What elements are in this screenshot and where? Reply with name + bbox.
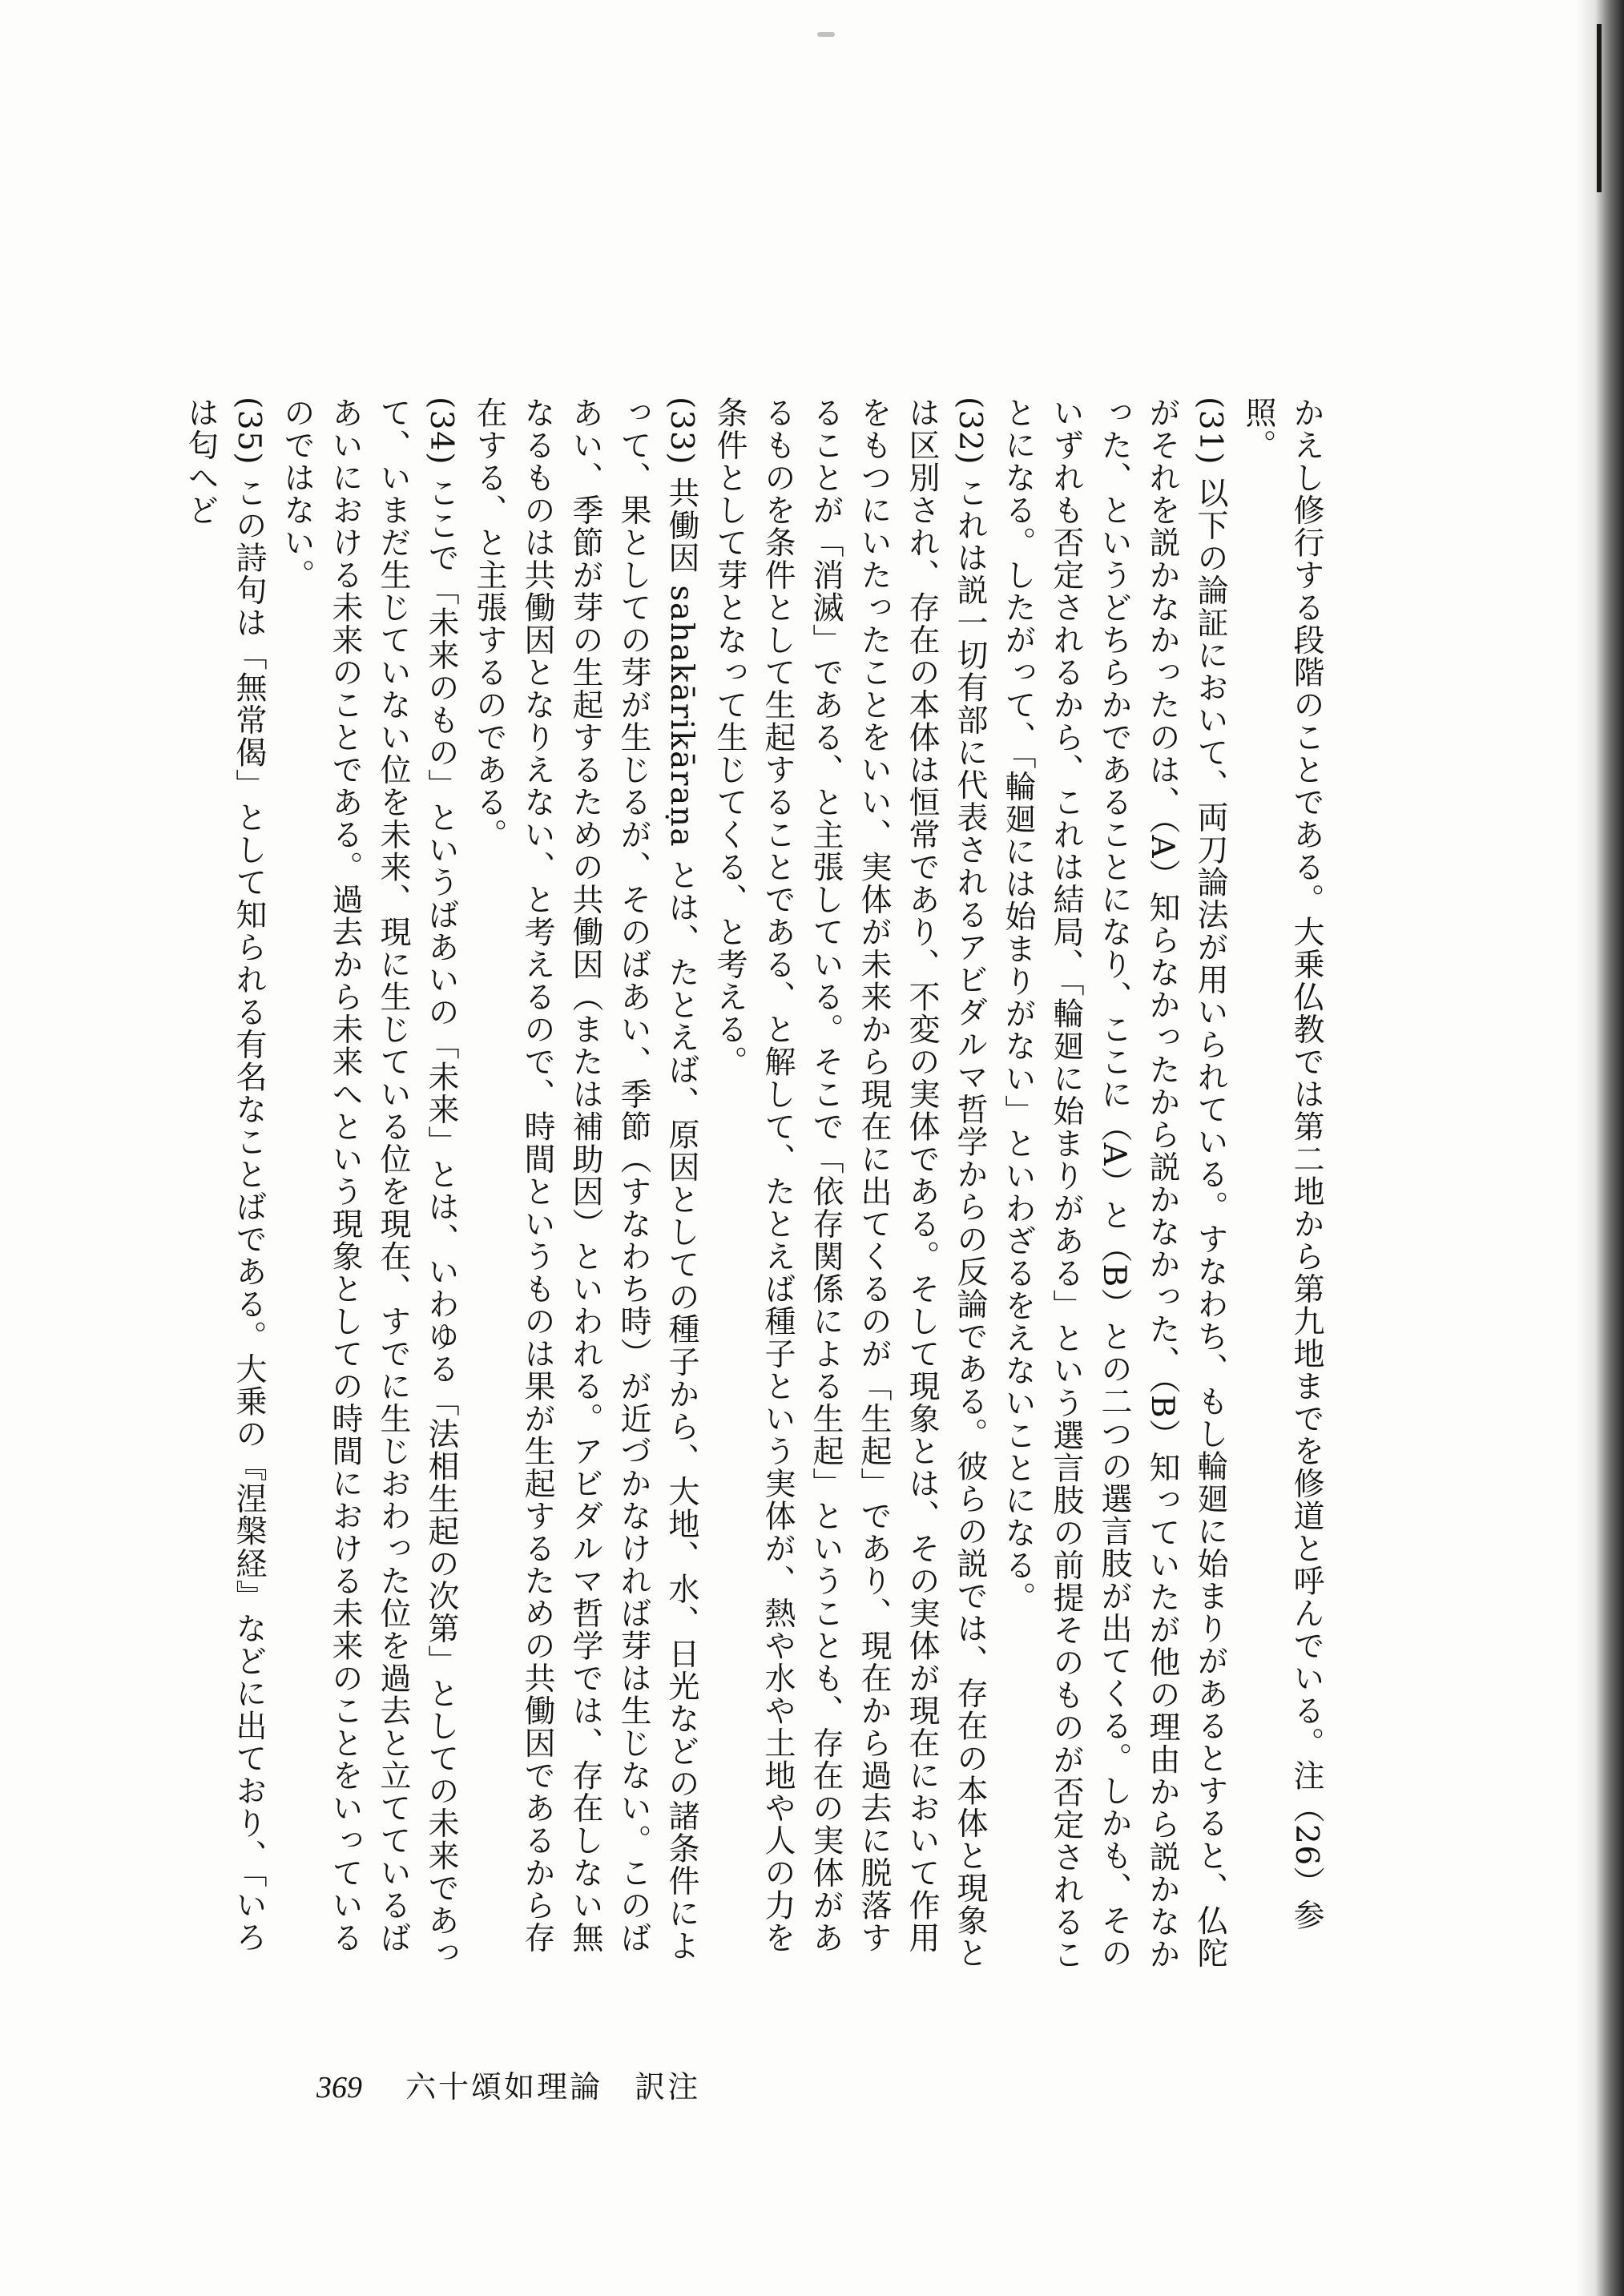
- page-number: 369: [316, 2071, 362, 2105]
- note-text: この詩句は「無常偈」として知られる有名なことばである。大乗の『涅槃経』などに出ており、「いろは匂へど: [183, 397, 267, 1954]
- note-text: 以下の論証において、両刀論法が用いられている。すなわち、もし輪廻に始まりがあるとすると、仏陀がそれを説かなかったのは、（A）知らなかったから説かなかった、（B）知っていたが他の理由から説かなかった、というどちらかであることになり、ここに（A）と（B）との二つの選言肢が出てくる。しかも、そのいずれも否定されるから、これは結局、「輪廻に始まりがある」という選言肢の前提そのものが否定されることになる。したがって、「輪廻には始まりがない」といわざるをえないことになる。: [1000, 397, 1228, 1971]
- note-text: これは説一切有部に代表されるアビダルマ哲学からの反論である。彼らの説では、存在の本体と現象とは区別され、存在の本体は恒常であり、不変の実体である。そして現象とは、その実体が現在において作用をもつにいたったことをいい、実体が未来から現在に出てくるのが「生起」であり、現在から過去に脱落することが「消滅」である、と主張している。そこで「依存関係による生起」ということも、存在の実体があるものを条件として生起することである、と解して、たとえば種子という実体が、熱や水や土地や人の力を条件として芽となって生じてくる、と考える。: [711, 397, 988, 1969]
- note-31: [993, 397, 1234, 1975]
- vertical-text-block: [183, 397, 1330, 1975]
- note-number: (33): [663, 397, 699, 466]
- scan-speck: [817, 32, 835, 37]
- running-section-title: 訳注: [635, 2069, 701, 2105]
- note-number: (35): [231, 397, 267, 466]
- note-33: [465, 397, 705, 1975]
- page-footer: [316, 2063, 797, 2111]
- note-text: 共働因 sahakārikāraṇa とは、たとえば、原因としての種子から、大地、水、日光などの諸条件によって、果としての芽が生じるが、そのばあい、季節（すなわち時）が近づかなければ芽は生じない。このばあい、季節が芽の生起するための共働因（または補助因）といわれる。アビダルマ哲学では、存在しない無なるものは共働因となりえない、と考えるので、時間というものは果が生起するための共働因であるから存在する、と主張するのである。: [471, 397, 699, 1963]
- note-35: [176, 397, 272, 1975]
- note-number: (34): [423, 397, 459, 466]
- running-book-title: 六十頌如理論: [405, 2069, 603, 2105]
- note-34: [272, 397, 465, 1975]
- spine-edge-mark: [1597, 24, 1602, 192]
- book-spine-shadow: [1576, 0, 1624, 2296]
- continuation-paragraph: かえし修行する段階のことである。大乗仏教では第二地から第九地までを修道と呼んでいる。注（26）参照。: [1240, 397, 1324, 1931]
- note-number: (32): [952, 397, 988, 466]
- note-32: [705, 397, 993, 1975]
- note-number: (31): [1192, 397, 1228, 466]
- note-text: ここで「未来のもの」というばあいの「未来」とは、いわゆる「法相生起の次第」としての未来であって、いまだ生じていない位を未来、現に生じている位を現在、すでに生じおわった位を過去と立てているばあいにおける未来のことである。過去から未来へという現象としての時間における未来のことをいっているのではない。: [279, 397, 459, 1969]
